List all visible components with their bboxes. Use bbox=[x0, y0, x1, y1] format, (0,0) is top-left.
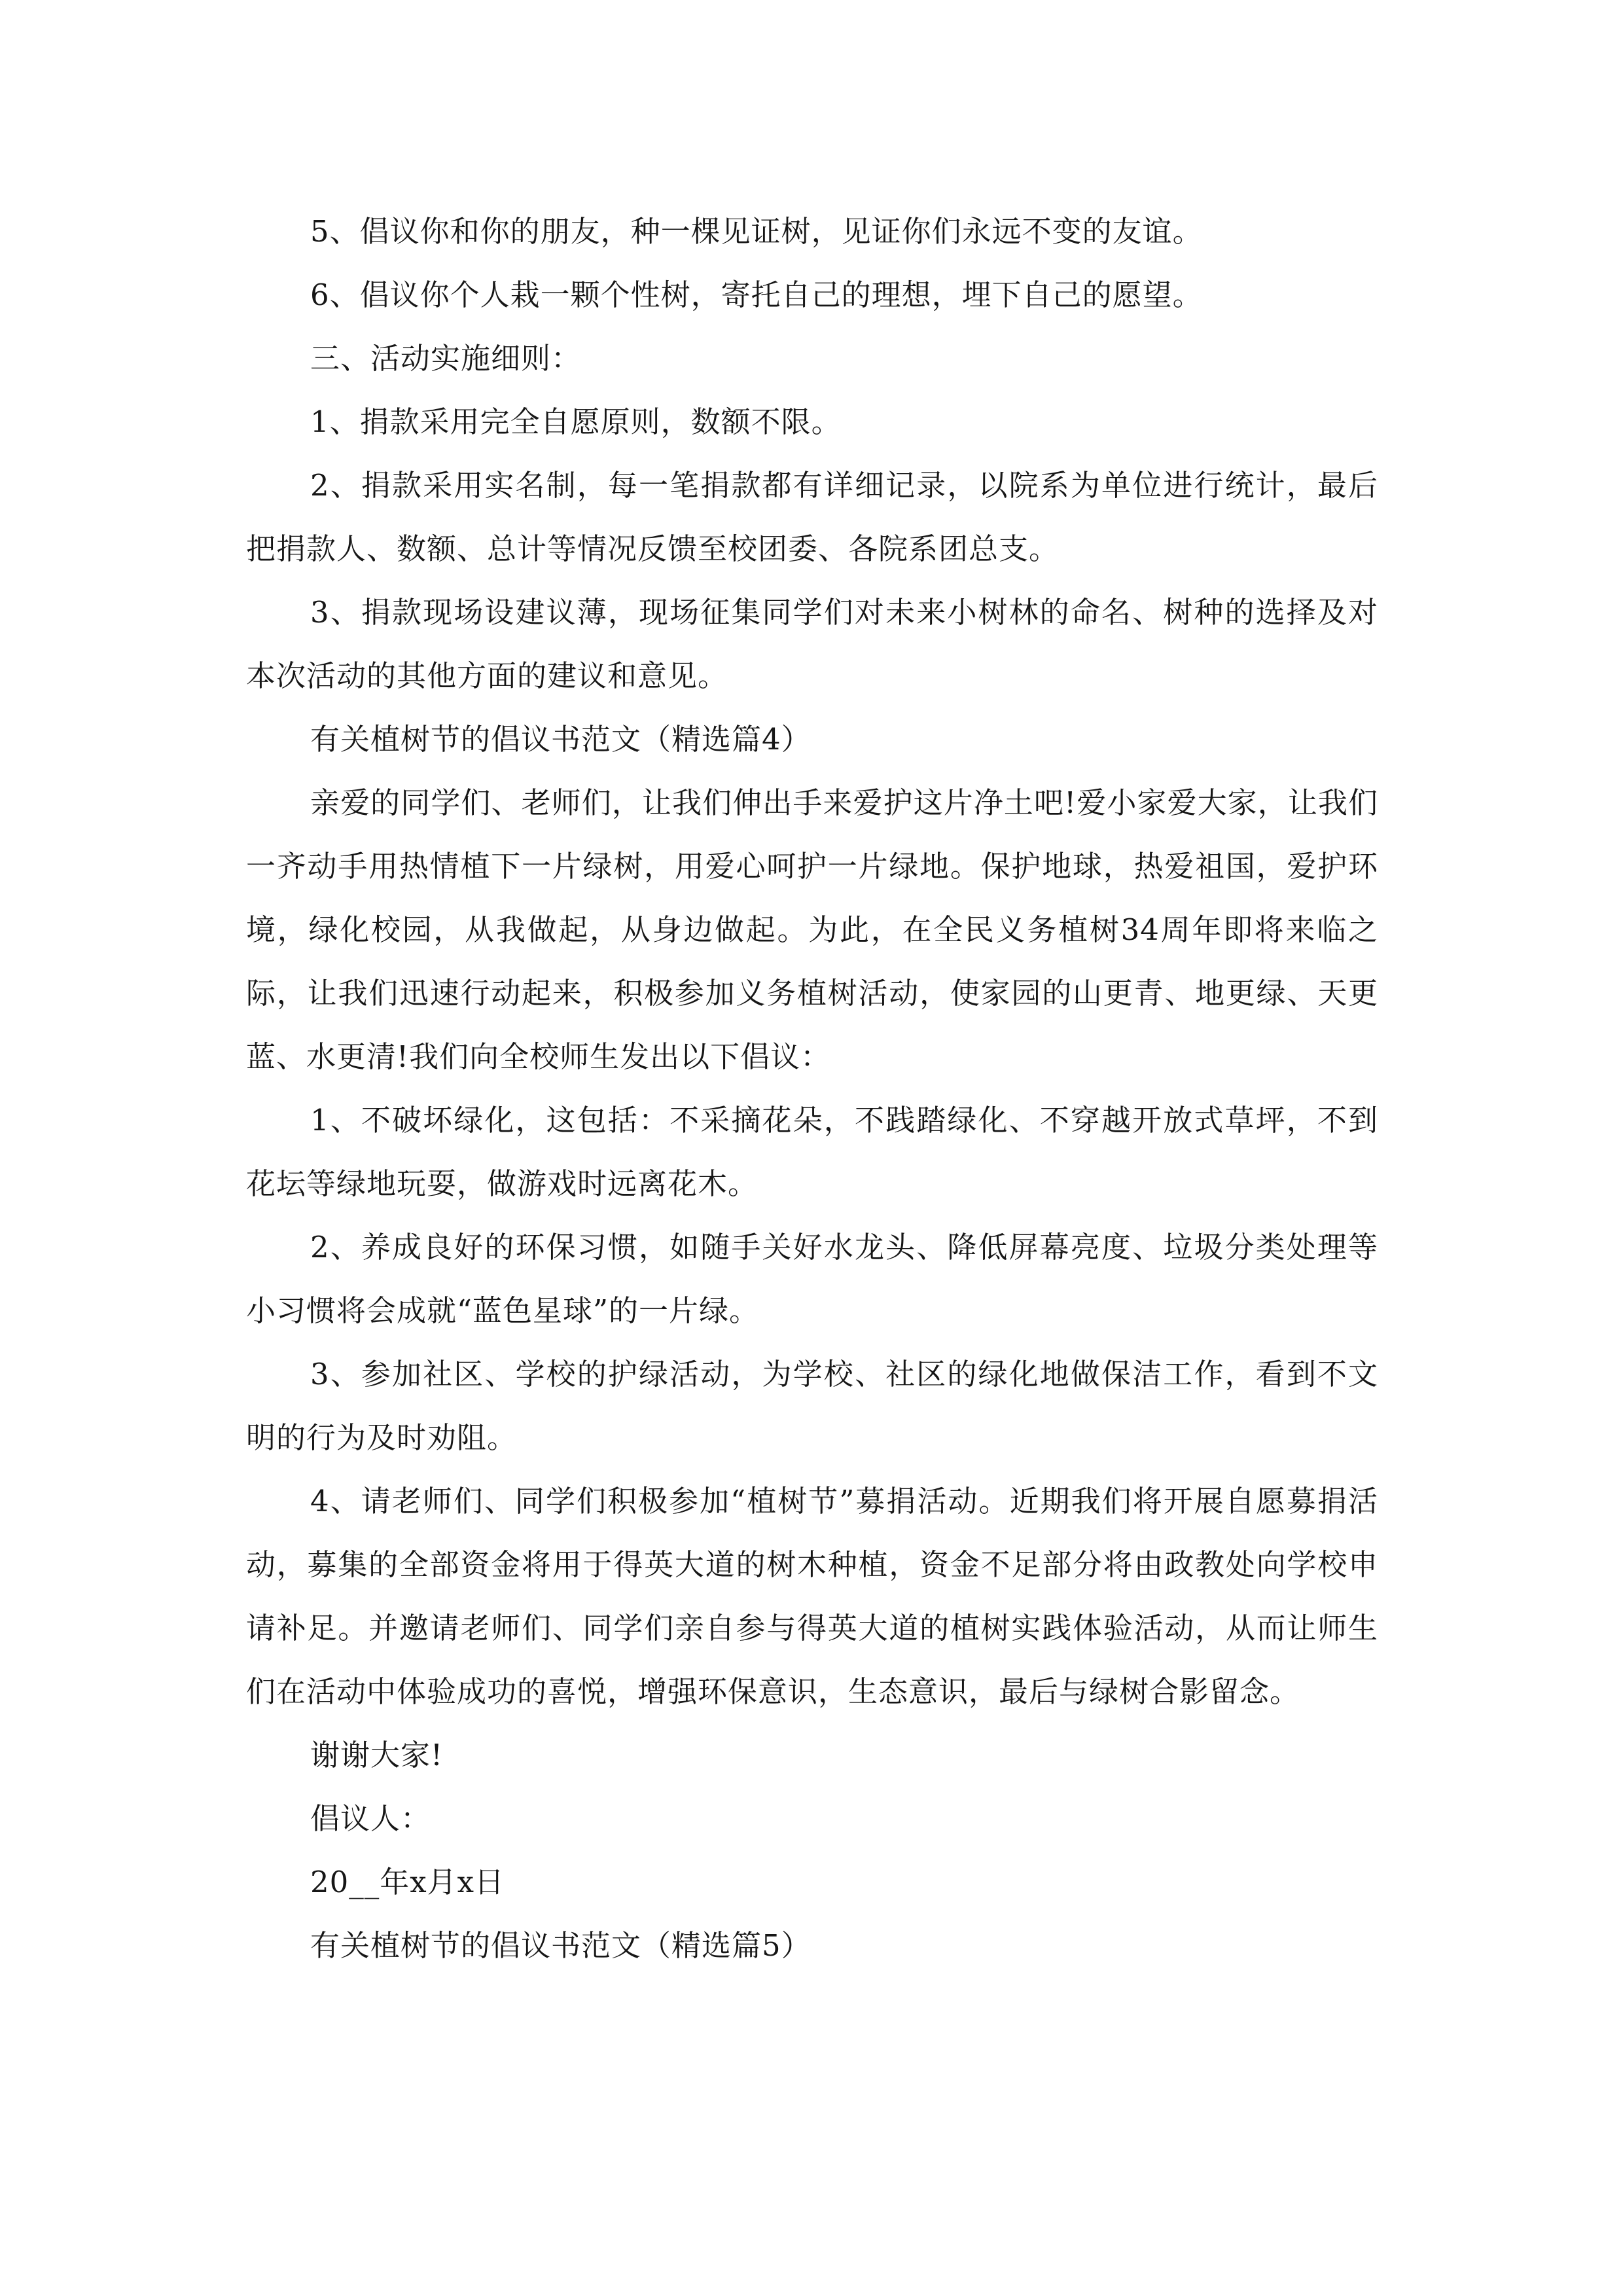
paragraph-proposal-4: 4、请老师们、同学们积极参加“植树节”募捐活动。近期我们将开展自愿募捐活动，募集的全部资金将用于得英大道的树木种植，资金不足部分将由政教处向学校申请补足。并邀请老师们、同学们亲自参与得英大道的植树实践体验活动，从而让师生们在活动中体验成功的喜悦，增强环保意识，生态意识，最后与绿树合影留念。 bbox=[246, 1484, 1378, 1709]
paragraph-rule-3: 3、捐款现场设建议薄，现场征集同学们对未来小树林的命名、树种的选择及对本次活动的其他方面的建议和意见。 bbox=[246, 595, 1378, 693]
paragraph-item-6: 6、倡议你个人栽一颗个性树，寄托自己的理想，埋下自己的愿望。 bbox=[310, 278, 1203, 312]
date-line: 20__年x月x日 bbox=[310, 1865, 505, 1899]
paragraph-intro: 亲爱的同学们、老师们，让我们伸出手来爱护这片净土吧!爱小家爱大家，让我们一齐动手用热情植下一片绿树，用爱心呵护一片绿地。保护地球，热爱祖国，爱护环境，绿化校园，从我做起，从身边做起。为此，在全民义务植树34周年即将来临之际，让我们迅速行动起来，积极参加义务植树活动，使家园的山更青、地更绿、天更蓝、水更清!我们向全校师生发出以下倡议： bbox=[246, 785, 1378, 1074]
paragraph-proposal-1: 1、不破坏绿化，这包括：不采摘花朵，不践踏绿化、不穿越开放式草坪，不到花坛等绿地玩耍，做游戏时远离花木。 bbox=[246, 1103, 1378, 1201]
paragraph-rule-1: 1、捐款采用完全自愿原则，数额不限。 bbox=[310, 404, 842, 439]
signature-label: 倡议人： bbox=[310, 1801, 431, 1836]
article-title-4: 有关植树节的倡议书范文（精选篇4） bbox=[310, 722, 812, 757]
section-heading-implementation: 三、活动实施细则： bbox=[310, 341, 582, 376]
closing-thanks: 谢谢大家! bbox=[310, 1738, 444, 1772]
paragraph-item-5: 5、倡议你和你的朋友，种一棵见证树，见证你们永远不变的友谊。 bbox=[310, 214, 1203, 249]
paragraph-proposal-2: 2、养成良好的环保习惯，如随手关好水龙头、降低屏幕亮度、垃圾分类处理等小习惯将会成就“蓝色星球”的一片绿。 bbox=[246, 1230, 1378, 1328]
document-body bbox=[246, 200, 1378, 1977]
paragraph-proposal-3: 3、参加社区、学校的护绿活动，为学校、社区的绿化地做保洁工作，看到不文明的行为及时劝阻。 bbox=[246, 1357, 1378, 1455]
article-title-5: 有关植树节的倡议书范文（精选篇5） bbox=[310, 1928, 812, 1963]
paragraph-rule-2: 2、捐款采用实名制，每一笔捐款都有详细记录，以院系为单位进行统计，最后把捐款人、数额、总计等情况反馈至校团委、各院系团总支。 bbox=[246, 468, 1378, 566]
